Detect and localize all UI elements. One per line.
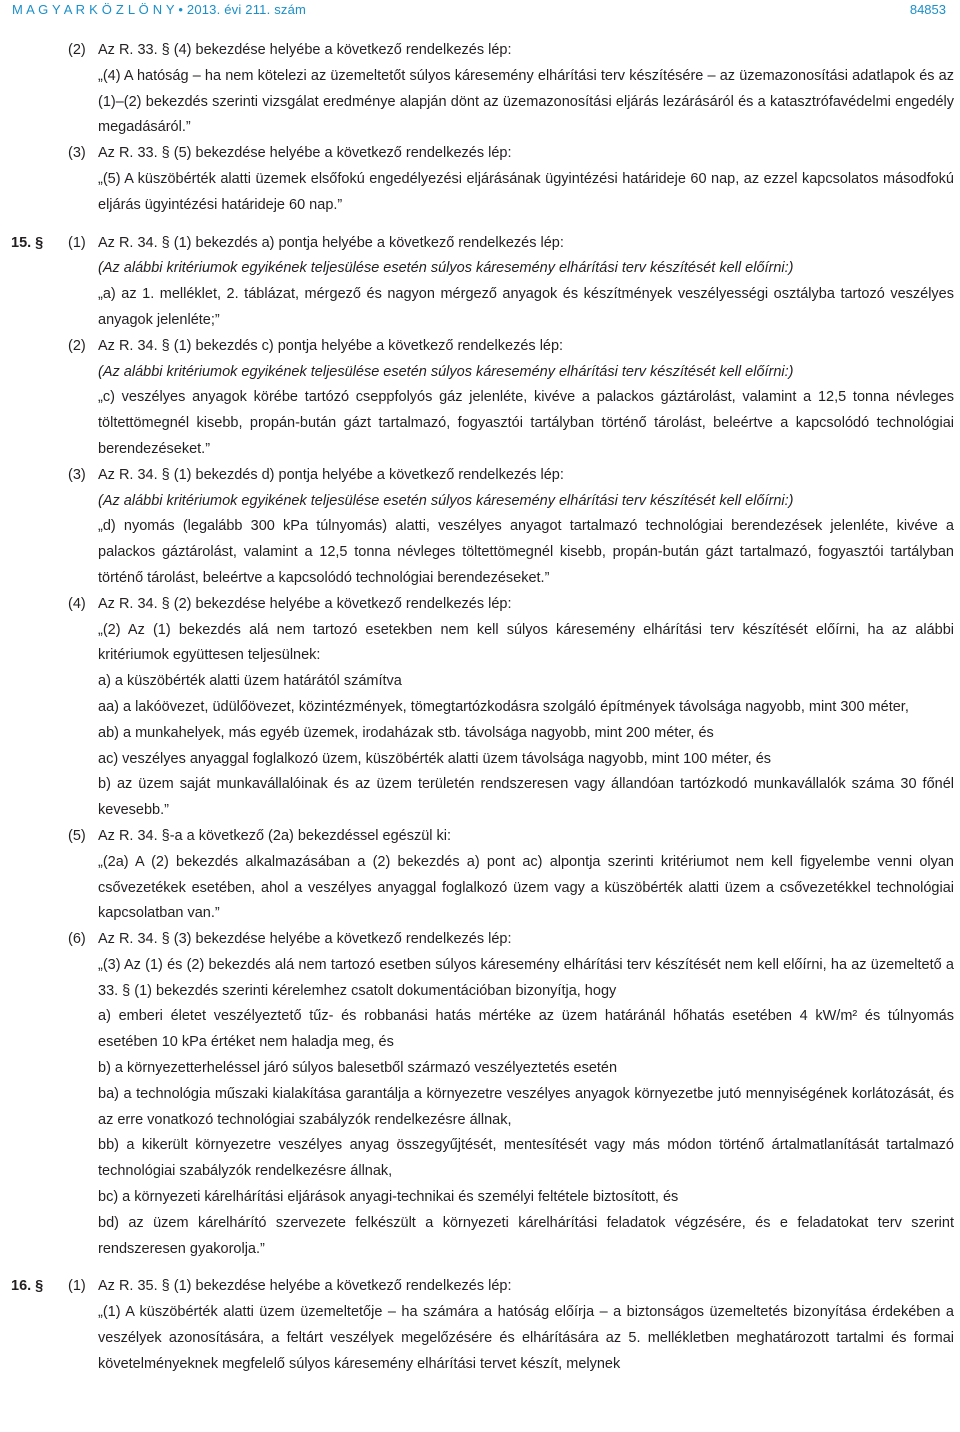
subsection-number: (2) <box>68 42 86 58</box>
paragraph-text: Az R. 34. §-a a következő (2a) bekezdéssel egészül ki: <box>98 827 452 844</box>
subsection <box>0 38 960 64</box>
subsection <box>0 463 960 489</box>
subsection <box>0 927 960 953</box>
subsection <box>0 141 960 167</box>
paragraph-text: Az R. 34. § (1) bekezdés d) pontja helyébe a következő rendelkezés lép: <box>98 466 564 483</box>
subsection-number: (5) <box>68 827 86 844</box>
quoted-provision: „c) veszélyes anyagok körébe tartózó cseppfolyós gáz jelenléte, kivéve a palackos gáztárolást, valamint a 12,5 tonna névleges töltettömegnél kisebb, propán-bután gázt tartalmazó, fogyasztói tartályban történő tárolást, beleértve a kapcsolódó technológiai berendezéseket.” <box>98 389 954 457</box>
document-body <box>0 38 960 1378</box>
quoted-provision: „(5) A küszöbérték alatti üzemek elsőfokú engedélyezési eljárásának ügyintézési határideje 60 nap, az ezzel kapcsolatos másodfokú eljárás ügyintézési határideje 60 nap.” <box>98 170 954 213</box>
paragraph-text: Az R. 34. § (2) bekezdése helyébe a következő rendelkezés lép: <box>98 595 512 612</box>
subsection-number: (3) <box>68 145 86 162</box>
quoted-provision: „d) nyomás (legalább 300 kPa túlnyomás) alatti, veszélyes anyagot tartalmazó technológiai berendezések jelenléte, kivéve a palackos gáztárolást, valamint a 12,5 tonna névleges töltettömegnél kisebb, propán-bután gázt tartalmazó, fogyasztói tartályban történő tárolást, beleértve a kapcsolódó technológiai berendezéseket.” <box>98 518 954 586</box>
subsection-number: (2) <box>68 337 86 354</box>
quoted-provision: bd) az üzem kárelhárító szervezete felkészült a környezeti kárelhárítási feladatok végzésére, és e feladatokat terv szerint rendszeresen gyakorolja.” <box>98 1214 954 1257</box>
quoted-provision: „(2) Az (1) bekezdés alá nem tartozó esetekben nem kell súlyos káresemény elhárítási terv készítését előírni, ha az alábbi kritériumok együttesen teljesülnek: <box>98 621 954 664</box>
italic-preamble: (Az alábbi kritériumok egyikének teljesülése esetén súlyos káresemény elhárítási terv készítését kell előírni:) <box>98 260 794 277</box>
section-heading <box>0 1274 960 1300</box>
quoted-provision: „a) az 1. melléklet, 2. táblázat, mérgező és nagyon mérgező anyagok és készítmények veszélyességi osztályba tartozó veszélyes anyagok jelenléte;” <box>98 286 954 328</box>
section-heading <box>0 231 960 257</box>
italic-preamble: (Az alábbi kritériumok egyikének teljesülése esetén súlyos káresemény elhárítási terv készítését kell előírni:) <box>98 492 794 509</box>
subsection <box>0 592 960 618</box>
paragraph-text: Az R. 34. § (1) bekezdés a) pontja helyébe a következő rendelkezés lép: <box>98 234 564 251</box>
quoted-provision: „(3) Az (1) és (2) bekezdés alá nem tartozó esetben súlyos káresemény elhárítási terv készítését nem kell előírni, ha az üzemeltető a 33. § (1) bekezdés szerinti kérelemhez csatolt dokumentációban bizonyítja, hogy <box>98 956 954 999</box>
subsection <box>0 334 960 360</box>
quoted-provision: b) a környezetterheléssel járó súlyos balesetből származó veszélyeztetés esetén <box>98 1060 618 1077</box>
subsection-number: (4) <box>68 595 86 612</box>
paragraph-text: Az R. 33. § (4) bekezdése helyébe a következő rendelkezés lép: <box>98 42 512 58</box>
quoted-provision: „(4) A hatóság – ha nem kötelezi az üzemeltetőt súlyos káresemény elhárítási terv készítésére – az üzemazonosítási adatlapok és az (1)–(2) bekezdés szerinti vizsgálat eredménye alapján dönt az üzemazonosítási eljárás lezárásáról és a katasztrófavédelmi engedély megadásáról.” <box>98 67 954 136</box>
quoted-provision: a) a küszöbérték alatti üzem határától számítva <box>98 673 402 690</box>
subsection-number: (1) <box>68 1278 86 1295</box>
subsection-number: (1) <box>68 234 86 251</box>
paragraph-text: Az R. 33. § (5) bekezdése helyébe a következő rendelkezés lép: <box>98 145 512 162</box>
page-header <box>0 0 960 32</box>
quoted-provision: ba) a technológia műszaki kialakítása garantálja a környezetre veszélyes anyagok környezetbe jutó mennyiségének korlátozását, és az erre vonatkozó technológiai szabályzók rendelkezésre állnak, <box>98 1085 954 1128</box>
quoted-provision: aa) a lakóövezet, üdülőövezet, közintézmények, tömegtartózkodásra szolgáló építmények távolsága nagyobb, mint 300 méter, <box>98 698 909 715</box>
quoted-provision: ac) veszélyes anyaggal foglalkozó üzem, küszöbérték alatti üzem távolsága nagyobb, mint 100 méter, és <box>98 750 772 767</box>
paragraph-text: Az R. 34. § (1) bekezdés c) pontja helyébe a következő rendelkezés lép: <box>98 337 564 354</box>
journal-title: M A G Y A R K Ö Z L Ö N Y • 2013. évi 211. szám <box>12 2 307 17</box>
quoted-provision: „(2a) A (2) bekezdés alkalmazásában a (2) bekezdés a) pont ac) alpontja szerinti kritériumot nem kell figyelembe venni olyan csővezetékek esetében, ahol a veszélyes anyaggal foglalkozó üzem vagy a küszöbérték alatti üzem a csővezetékkel technológiai kapcsolatban van.” <box>98 853 954 922</box>
italic-preamble: (Az alábbi kritériumok egyikének teljesülése esetén súlyos káresemény elhárítási terv készítését kell előírni:) <box>98 363 794 380</box>
subsection-number: (6) <box>68 931 86 948</box>
section-number: 15. § <box>11 234 44 251</box>
subsection-number: (3) <box>68 466 86 483</box>
paragraph-text: Az R. 35. § (1) bekezdése helyébe a következő rendelkezés lép: <box>98 1278 512 1295</box>
quoted-provision: bb) a kikerült környezetre veszélyes anyag összegyűjtését, mentesítését vagy más módon történő ártalmatlanítását tartalmazó technológiai szabályzók rendelkezésre állnak, <box>98 1137 954 1180</box>
subsection <box>0 824 960 850</box>
quoted-provision: „(1) A küszöbérték alatti üzem üzemeltetője – ha számára a hatóság előírja – a biztonságos üzemeltetés bizonyítása érdekében a veszélyek azonosítására, a feltárt veszélyek megelőzésére és elhárítására az 5. mellékletben meghatározott tartalmi és formai követelményeknek megfelelő súlyos káresemény elhárítási tervet készít, melynek <box>98 1304 954 1372</box>
section-number: 16. § <box>11 1278 44 1295</box>
quoted-provision: bc) a környezeti kárelhárítási eljárások anyagi-technikai és személyi feltétele biztosított, és <box>98 1189 679 1206</box>
paragraph-text: Az R. 34. § (3) bekezdése helyébe a következő rendelkezés lép: <box>98 931 512 948</box>
page-number: 84853 <box>909 2 946 17</box>
quoted-provision: ab) a munkahelyek, más egyéb üzemek, irodaházak stb. távolsága nagyobb, mint 200 méter, és <box>98 724 714 741</box>
quoted-provision: a) emberi életet veszélyeztető tűz- és robbanási hatás mértéke az üzem határánál hőhatás esetében 4 kW/m² és túlnyomás esetében 10 kPa értéket nem haladja meg, és <box>98 1008 954 1051</box>
quoted-provision: b) az üzem saját munkavállalóinak és az üzem területén rendszeresen vagy állandóan tartózkodó munkavállalók száma 30 főnél kevesebb.” <box>98 776 954 819</box>
